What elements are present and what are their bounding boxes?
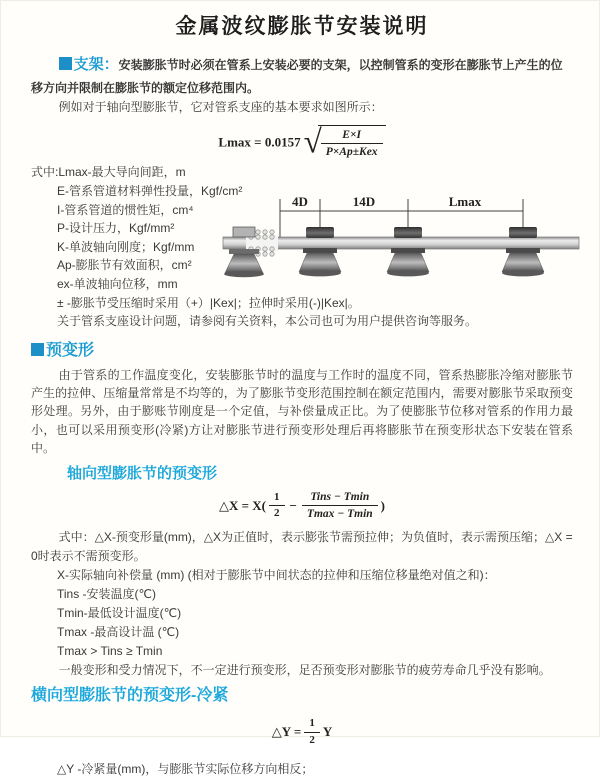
formula-lmax [31, 125, 573, 160]
axial-note-x: X-实际轴向补偿量 (mm) (相对于膨胀节中间状态的拉伸和压缩位移量绝对值之和)： [57, 567, 496, 582]
predeform-paragraph: 由于管系的工作温度变化，安装膨胀节时的温度与工作时的温度不同，管系热膨胀冷缩对膨胀节产生的拉伸、压缩量常常是不均等的，为了膨胀节变形范围控制在额定范围内，需要对膨胀节采取预变形处理。另外，由于膨账节刚度是一个定值，与补偿量成正比。为了使膨胀节位移对管系的作用力最小，也可以采用预变形(冷紧)方让对膨胀节进行预变形处理后再将膨胀节在预变形状态下安装在管系中。 [31, 367, 573, 456]
formula-lmax-numerator: E×I [321, 128, 383, 144]
temp-line-tins: Tins -安装温度(℃) [57, 586, 157, 601]
formula-dy-lhs: △Y = [271, 724, 302, 740]
definition-line: K-单波轴向刚度；Kgf/mm [57, 239, 195, 254]
formula-dx-temp-fraction: $\frac{\text{Tins − Tmin}}{Tmax - Tmin}$ [302, 490, 378, 522]
pipe-support-diagram [223, 187, 579, 289]
axial-notes [31, 528, 573, 680]
variable-definitions-block [31, 163, 573, 330]
definition-line: E-管系管道材料弹性投量，Kgf/cm² [57, 184, 243, 198]
formula-dx-half-fraction: $\frac{1}{2}$ [269, 491, 285, 522]
formula-dx-minus: − [289, 497, 297, 513]
dim-label-lmax: Lmax [448, 194, 482, 210]
section-predeform-header: 预变形 [31, 341, 573, 362]
formula-delta-x [31, 490, 573, 522]
axial-note-general: 一般变形和受力情况下，不一定进行预变形，足否预变形对膨胀节的疲劳寿命几乎没有影响。 [58, 662, 551, 677]
sqrt-radical-icon: √ [303, 124, 322, 161]
axial-note-definition: 式中：△X-预变形量(mm)，△X为正值时，表示膨张节需预拉伸；为负值时，表示需预压缩；△X = 0时表示不需预变形。 [31, 529, 573, 563]
formula-lmax-radicand [318, 125, 386, 160]
support-intro-text: 安装膨胀节时必须在管系上安装必要的支架，以控制管系的变形在膨胀节上产生的位移方向并限制在膨胀节的额定位移范围内。 [31, 58, 563, 95]
definition-line: 式中:Lmax-最大导向间距，m [31, 165, 186, 180]
section-support-header: 支架： [59, 56, 119, 73]
formula-delta-y [31, 717, 573, 748]
subsection-lateral-header: 横向型膨胀节的预变形-冷紧 [31, 686, 229, 704]
formula-dx-rhs: ) [380, 497, 386, 513]
section-square-icon [31, 343, 44, 356]
definition-line: Ap-膨胀节有效面积，cm² [57, 258, 192, 273]
page-title: 金属波纹膨胀节安装说明 [175, 15, 429, 38]
formula-lmax-lhs: Lmax = 0.0157 [218, 134, 301, 150]
support-example-line: 例如对于轴向型膨胀节，它对管系支座的基本要求如图所示： [58, 100, 383, 115]
temp-line-tmin: Tmin-最低设计温度(℃) [57, 605, 182, 620]
support-intro-paragraph [31, 52, 573, 98]
definition-line: P-设计压力，Kgf/mm² [57, 221, 175, 236]
dim-label-4d: 4D [292, 194, 308, 210]
guide-support [502, 227, 544, 276]
definition-line: ex-单波轴向位移，mm [57, 276, 178, 291]
formula-lmax-denominator: P×Ap±Kex [325, 146, 378, 159]
support-note-line: 关于管系支座设计问题，请参阅有关资料，本公司也可为用户提供咨询等服务。 [57, 314, 478, 329]
subsection-axial-header: 轴向型膨胀节的预变形 [67, 464, 218, 482]
lateral-note: △Y -冷紧量(mm)，与膨胀节实际位移方向相反； [57, 761, 314, 776]
formula-dy-half-fraction: $\frac{1}{2}$ [304, 717, 320, 748]
temp-inequality: Tmax > Tins ≥ Tmin [57, 643, 163, 658]
definition-line: I-管系管道的惯性矩，cm⁴ [57, 202, 194, 217]
formula-dy-rhs: Y [322, 724, 333, 740]
section-square-icon [59, 57, 72, 70]
temp-line-tmax: Tmax -最高设计温 (℃) [57, 624, 180, 639]
dim-label-14d: 14D [352, 194, 376, 210]
formula-dx-lhs: △X = X( [218, 497, 266, 513]
guide-support [387, 227, 429, 276]
guide-support [299, 227, 341, 276]
definition-line: ± -膨胀节受压缩时采用（+）|Kex|；拉伸时采用(-)|Kex|。 [57, 295, 360, 310]
